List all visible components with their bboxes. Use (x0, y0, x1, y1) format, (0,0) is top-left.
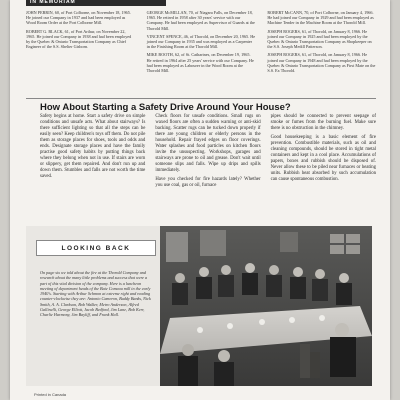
magazine-page (10, 0, 390, 400)
section-divider (26, 98, 376, 99)
obituary: MIKE BOOTH, 62, of St. Catharines, on December 19, 1965. He retired in 1964 after 25 years' service with our Company. He had been employed as Labourer in the Wood Room at the Thorold Mill. (146, 52, 254, 74)
article-body (40, 114, 376, 222)
obituary: ROBERT McCANN, 70, of Port Colborne, on January 4, 1966. He had joined our Company in 1929 and had been employed as Machine Tender in the Machine Room at the Thorold Mill. (267, 10, 374, 26)
obituary: GEORGE McMILLAN, 70, of Niagara Falls, on December 18, 1965. He retired in 1958 after 30 years' service with our Company. He had been employed as Supervisor of Guards at the Thorold Mill. (146, 10, 255, 31)
article-paragraph: Have you checked for fire hazards lately? Whether you use coal, gas or oil, furnace (155, 177, 261, 188)
article-paragraph: Safety begins at home. Start a safety drive on simple conditions and unsafe acts. What about stairways? Is there sufficient lighting so that all the steps can be easily seen? Keep children's toys off them. Do not pile them as storage places for shoes, tools and odds and ends. Designate storage places and have the family practise good safety habits by putting things back where they belong when not in use. If stairs are worn or slippery, get them repaired. And don't run up and down them. Stumbles and falls are not worth the time saved. (40, 114, 146, 179)
obituary: JOSEPH ROGERS, 61, of Thorold, on January 8, 1966. He joined our Company in 1925 and had been employed by the Quebec & Ontario Transportation Company as Shopkeeper on the S.S. Joseph Medill Patterson. (267, 28, 372, 50)
luncheon-photo (160, 226, 372, 386)
obituary: VINCENT SPENCE, 46, of Thorold, on December 20, 1965. He joined our Company in 1935 and was employed as a Carpenter in the Finishing Room at the Thorold Mill. (146, 33, 256, 50)
photo-caption: On page six we told about the fire at the Thorold Company and research about the many little problems and success that were a part of this vital division of the company. Here is a luncheon meeting of department heads of the Baie Comeau mill in the early 1940's. Starting with Arthur Schmon at extreme right and reading counter-clockwise they are: Antonio Cameron, Buddy Banks, Nick Smith, A. A. Clarkson, Bob Walker, Metro Anderson, Alfred Gallinelli, George Elliott, Jacob Bedford, Jim Lane, Bob Kerr, Charlie Harmony, Jim Bayliff, and Frank Hall. (40, 270, 151, 318)
article-headline: How About Starting a Safety Drive Around Your House? (40, 102, 291, 113)
obituary: ROBERT G. BLACK, 61, of Port Arthur, on November 22, 1965. He joined our Company in 1938 and had been employed by the Quebec & Ontario Transportation Company as Chief Engineer of the S.S. Shelter Gisborn. (26, 28, 132, 50)
printed-in-note: Printed in Canada (34, 392, 67, 397)
looking-back-title-box (36, 240, 156, 256)
article-paragraph: Good housekeeping is a basic element of fire prevention. Combustible materials, such as oil and cleaning compounds, should be stored in tight metal containers and kept in a cool place. Accumulations of papers, boxes and rubbish should be disposed of. Never allow these to be piled near furnaces or heating units. Rubbish heat absorbed by such accumulation can cause spontaneous combustion. (270, 135, 376, 182)
article-paragraph: pipes should be connected to prevent seepage of smoke or fumes from the burning fuel. Make sure there is no obstruction in the chimney. (270, 114, 376, 131)
obituary: JOSEPH ROGERS, 61, of Thorold, on January 8, 1966. He joined our Company in 1948 and had been employed by the Quebec & Ontario Transportation Company as First Mate on the S.S. Ex Thorold. (267, 52, 376, 74)
looking-back-title: LOOKING BACK (61, 244, 131, 252)
article-paragraph: Check floors for unsafe conditions. Small rugs on waxed floors are often a sudden warning or anti-skid backing. Scatter rugs can be tucked down properly if there are young children or elderly persons in the household. Repair frayed edges on floor coverings. Water splashes and food particles on kitchen floors invite the unsuspecting. Workshops, garages and stairways are prone to oil and grease. Don't wait until someone slips and falls. Wipe up drips and spills immediately. (155, 114, 261, 173)
article-column-2 (155, 114, 260, 222)
obituary: JOHN PERRIN, 60, of Port Colborne, on November 18, 1965. He joined our Company in 1937 and had been employed as Wood Room Order at the Port Colborne Mill. (26, 10, 131, 26)
memoriam-section (26, 10, 376, 102)
article-column-3 (271, 114, 376, 222)
memoriam-column-1 (26, 10, 135, 102)
memoriam-column-2 (147, 10, 256, 102)
article-column-1 (40, 114, 145, 222)
memoriam-title: IN MEMORIAM (30, 0, 76, 5)
luncheon-photo-image (160, 226, 372, 386)
memoriam-column-3 (267, 10, 376, 102)
